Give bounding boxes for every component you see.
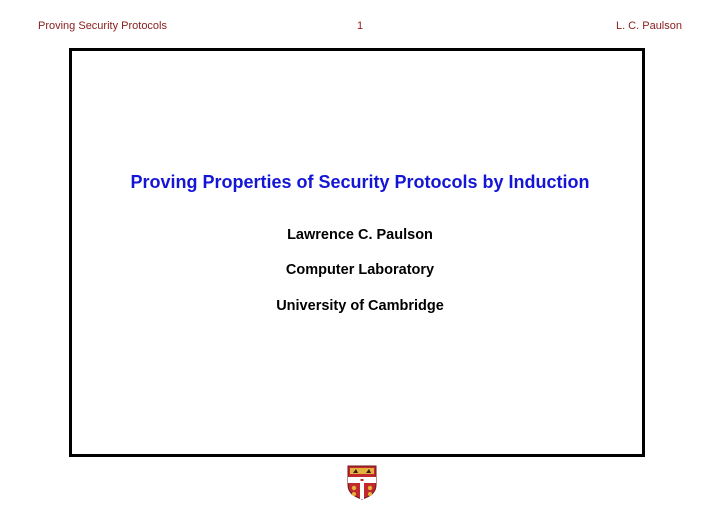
slide-title: Proving Properties of Security Protocols by Induction — [130, 172, 590, 192]
page-number: 1 — [356, 20, 364, 32]
department-name: Computer Laboratory — [285, 262, 435, 278]
header-author: L. C. Paulson — [615, 20, 682, 32]
header-left-title: Proving Security Protocols — [38, 20, 167, 32]
cambridge-crest-icon — [347, 465, 377, 500]
author-name: Lawrence C. Paulson — [287, 227, 433, 243]
page-header — [0, 20, 720, 36]
slide-frame — [69, 48, 645, 457]
university-name: University of Cambridge — [276, 298, 444, 314]
